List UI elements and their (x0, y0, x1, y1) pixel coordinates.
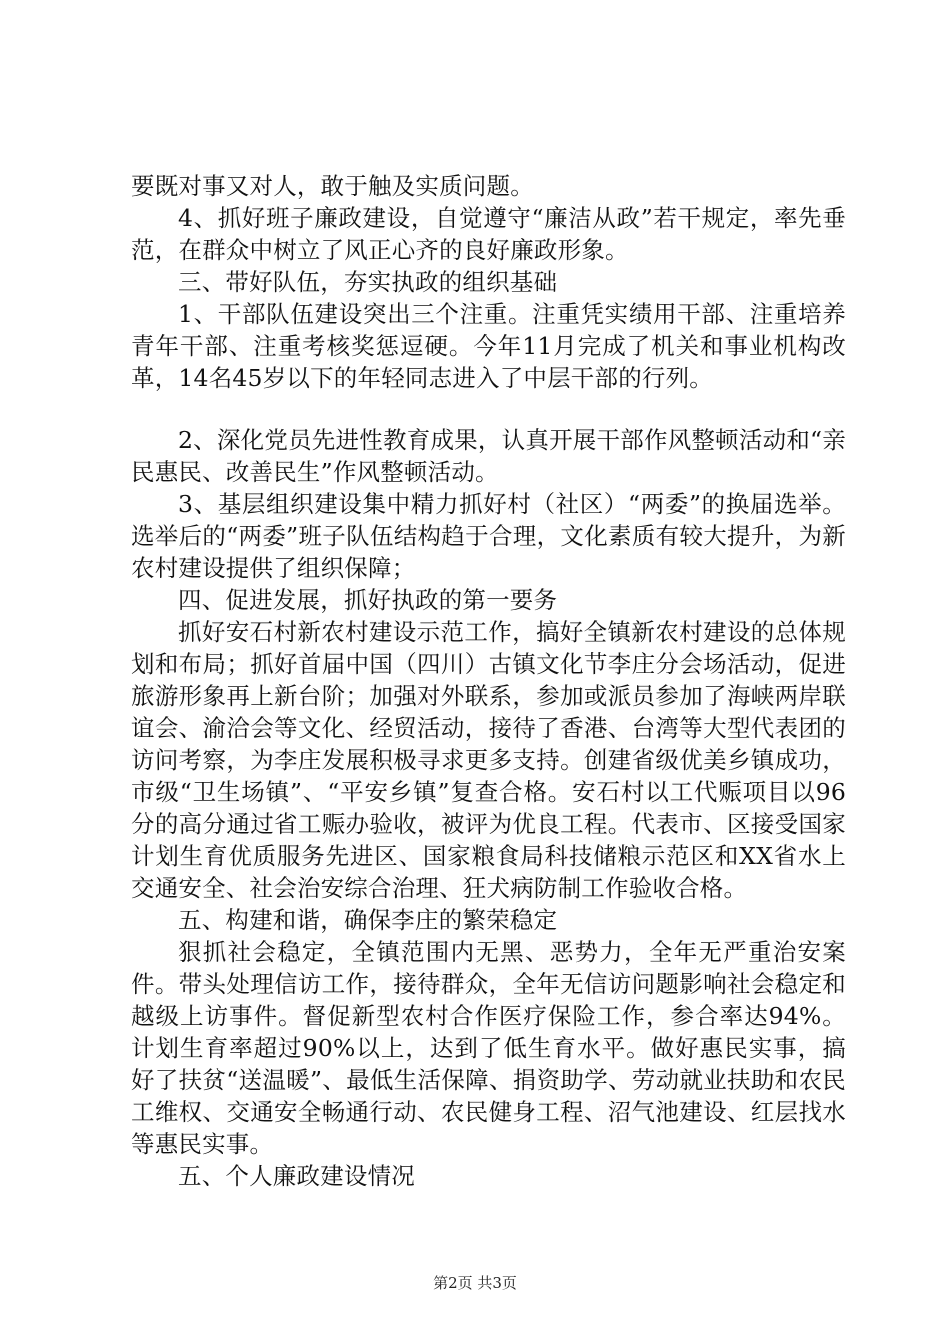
paragraph-gap (131, 394, 846, 424)
paragraph-item-3: 3、基层组织建设集中精力抓好村（社区）“两委”的换届选举。选举后的“两委”班子队伍结构趋于合理，文化素质有较大提升，为新农村建设提供了组织保障； (131, 490, 846, 582)
paragraph-development: 抓好安石村新农村建设示范工作，搞好全镇新农村建设的总体规划和布局；抓好首届中国（四川）古镇文化节李庄分会场活动，促进旅游形象再上新台阶；加强对外联系，参加或派员参加了海峡两岸联谊会、渝洽会等文化、经贸活动，接待了香港、台湾等大型代表团的访问考察，为李庄发展积极寻求更多支持。创建省级优美乡镇成功，市级“卫生场镇”、“平安乡镇”复查合格。安石村以工代赈项目以96分的高分通过省工赈办验收，被评为优良工程。代表市、区接受国家计划生育优质服务先进区、国家粮食局科技储粮示范区和XX省水上交通安全、社会治安综合治理、狂犬病防制工作验收合格。 (131, 618, 846, 902)
document-body (131, 170, 846, 1192)
section-heading-3: 三、带好队伍，夯实执政的组织基础 (178, 268, 558, 296)
paragraph-item-4: 4、抓好班子廉政建设，自觉遵守“廉洁从政”若干规定，率先垂范，在群众中树立了风正心齐的良好廉政形象。 (131, 204, 846, 264)
section-heading-4: 四、促进发展，抓好执政的第一要务 (178, 586, 558, 614)
paragraph-stability: 狠抓社会稳定，全镇范围内无黑、恶势力，全年无严重治安案件。带头处理信访工作，接待群众，全年无信访问题影响社会稳定和越级上访事件。督促新型农村合作医疗保险工作，参合率达94%。计划生育率超过90%以上，达到了低生育水平。做好惠民实事，搞好了扶贫“送温暖”、最低生活保障、捐资助学、劳动就业扶助和农民工维权、交通安全畅通行动、农民健身工程、沼气池建设、红层找水等惠民实事。 (131, 938, 846, 1158)
section-heading-personal: 五、个人廉政建设情况 (178, 1162, 415, 1190)
paragraph-item-2: 2、深化党员先进性教育成果，认真开展干部作风整顿活动和“亲民惠民、改善民生”作风整顿活动。 (131, 426, 846, 486)
section-heading-5: 五、构建和谐，确保李庄的繁荣稳定 (178, 906, 558, 934)
page-footer: 第2页 共3页 (433, 1274, 517, 1292)
paragraph-item-1: 1、干部队伍建设突出三个注重。注重凭实绩用干部、注重培养青年干部、注重考核奖惩逗硬。今年11月完成了机关和事业机构改革，14名45岁以下的年轻同志进入了中层干部的行列。 (131, 300, 846, 392)
paragraph-continuation: 要既对事又对人，敢于触及实质问题。 (131, 172, 534, 200)
